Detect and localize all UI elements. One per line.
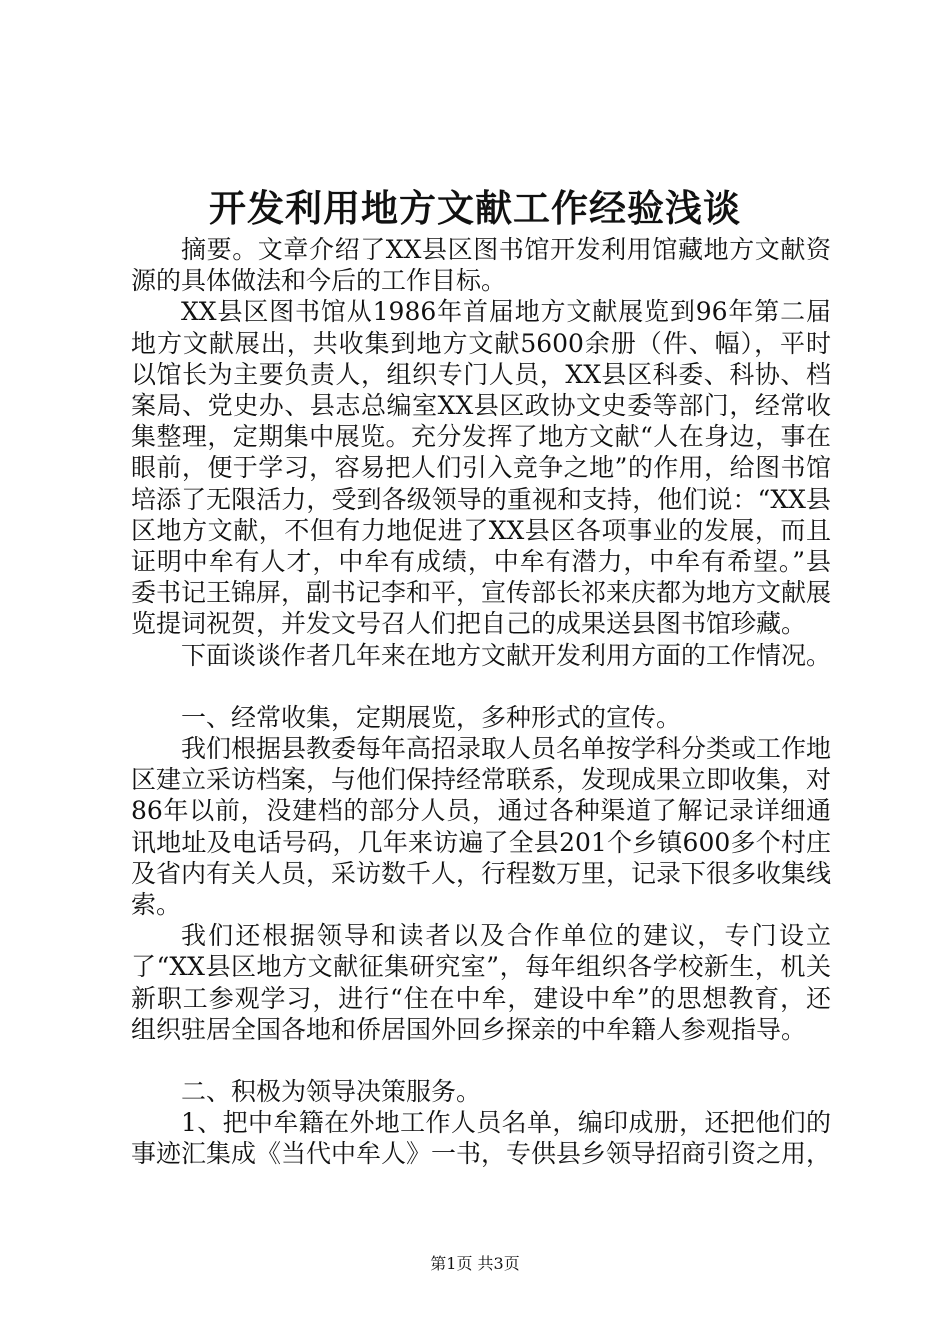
document-body [131, 234, 831, 1170]
paragraph-abstract: 摘要。文章介绍了XX县区图书馆开发利用馆藏地方文献资源的具体做法和今后的工作目标。 [131, 235, 831, 296]
paragraph-section-1-a: 我们根据县教委每年高招录取人员名单按学科分类或工作地区建立采访档案，与他们保持经常联系，发现成果立即收集，对86年以前，没建档的部分人员，通过各种渠道了解记录详细通讯地址及电话号码，几年来访遍了全县201个乡镇600多个村庄及省内有关人员，采访数千人，行程数万里，记录下很多收集线索。 [131, 734, 832, 920]
section-heading-1: 一、经常收集，定期展览，多种形式的宣传。 [181, 702, 682, 732]
document-title: 开发利用地方文献工作经验浅谈 [209, 186, 741, 230]
paragraph-intro: XX县区图书馆从1986年首届地方文献展览到96年第二届地方文献展出，共收集到地方文献5600余册（件、幅），平时以馆长为主要负责人，组织专门人员，XX县区科委、科协、档案局、党史办、县志总编室XX县区政协文史委等部门，经常收集整理，定期集中展览。充分发挥了地方文献“人在身边，事在眼前，便于学习，容易把人们引入竞争之地”的作用，给图书馆培添了无限活力，受到各级领导的重视和支持，他们说：“XX县区地方文献，不但有力地促进了XX县区各项事业的发展，而且证明中牟有人才，中牟有成绩，中牟有潜力，中牟有希望。”县委书记王锦屏，副书记李和平，宣传部长祁来庆都为地方文献展览提词祝贺，并发文号召人们把自己的成果送县图书馆珍藏。 [131, 297, 832, 639]
paragraph-section-1-b: 我们还根据领导和读者以及合作单位的建议，专门设立了“XX县区地方文献征集研究室”，每年组织各学校新生，机关新职工参观学习，进行“住在中牟，建设中牟”的思想教育，还组织驻居全国各地和侨居国外回乡探亲的中牟籍人参观指导。 [131, 921, 831, 1044]
paragraph-section-2-item-1: 1、把中牟籍在外地工作人员名单，编印成册，还把他们的事迹汇集成《当代中牟人》一书，专供县乡领导招商引资之用， [131, 1108, 832, 1169]
page-footer: 第1页 共3页 [430, 1254, 520, 1273]
paragraph-transition: 下面谈谈作者几年来在地方文献开发利用方面的工作情况。 [181, 640, 832, 670]
section-heading-2: 二、积极为领导决策服务。 [181, 1077, 482, 1107]
